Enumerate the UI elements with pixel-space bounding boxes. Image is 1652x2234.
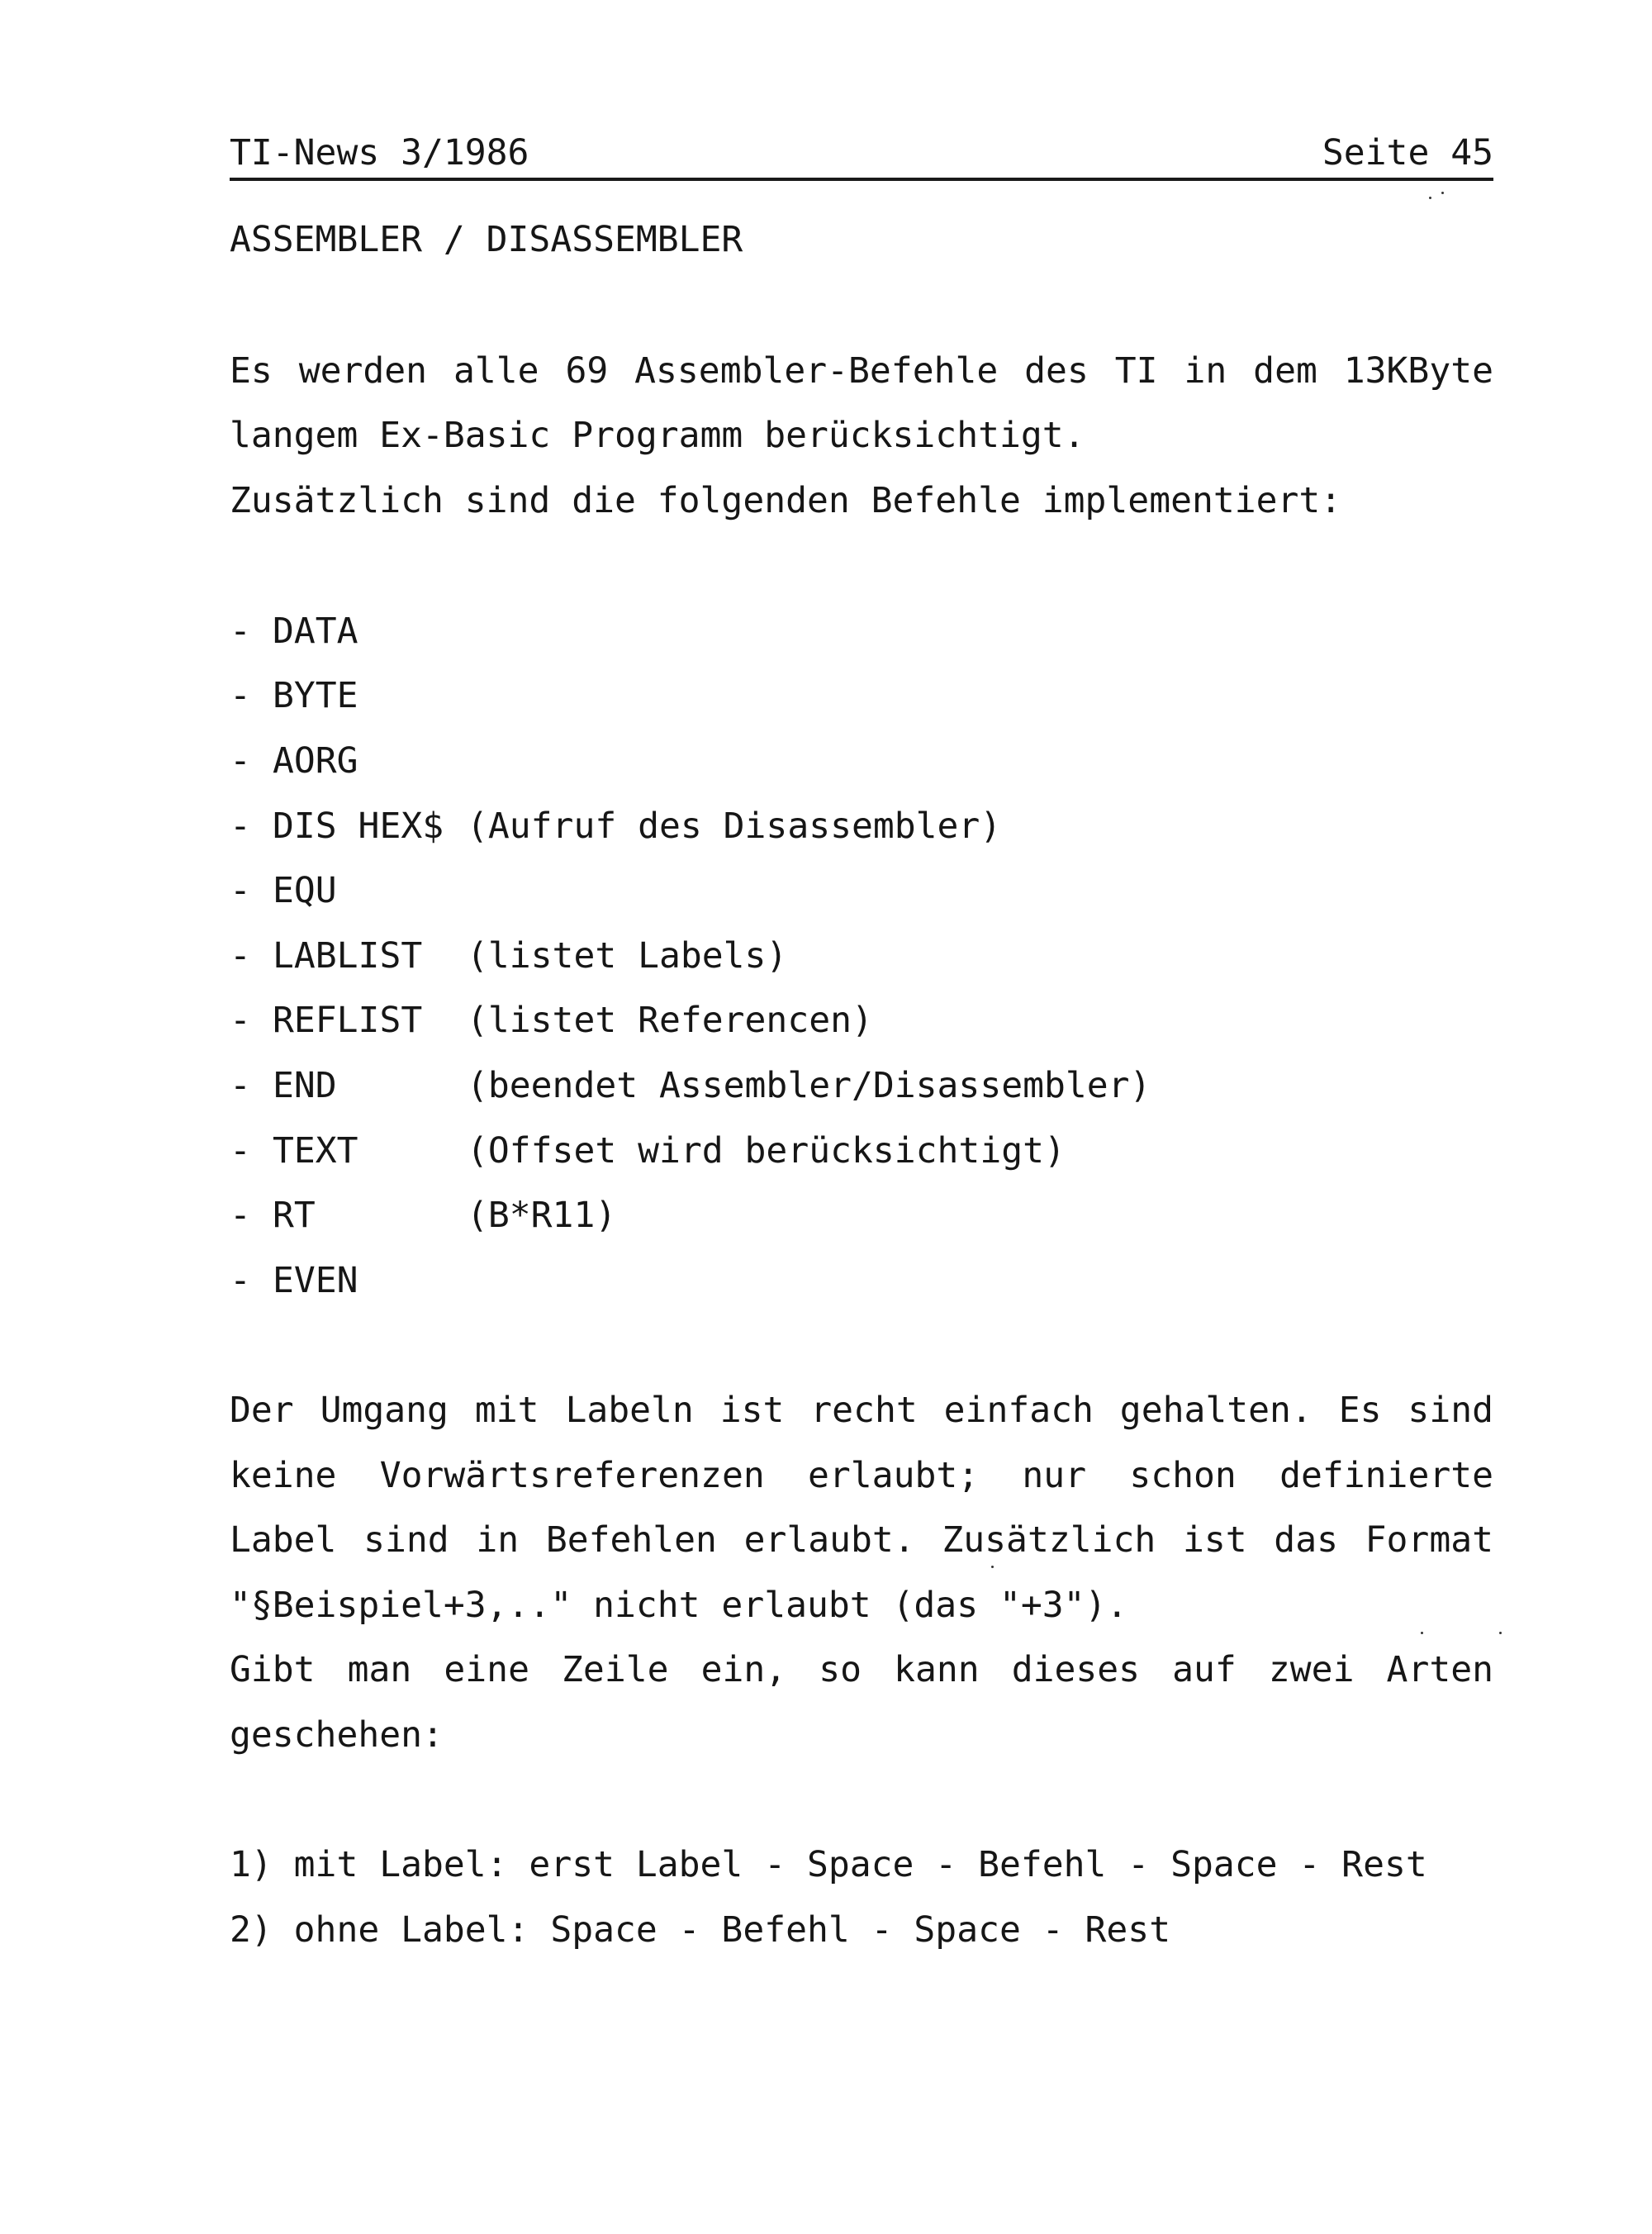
command-description: (B*R11): [467, 1195, 617, 1236]
command-name: END: [273, 1065, 337, 1106]
list-dash: -: [230, 935, 251, 977]
list-dash: -: [230, 611, 251, 652]
command-name: LABLIST: [273, 935, 423, 977]
paragraph-line: Der Umgang mit Labeln ist recht einfach gehalten. Es sind: [230, 1390, 1493, 1431]
list-dash: -: [230, 675, 251, 716]
command-name: DIS HEX$: [273, 806, 444, 847]
command-name: RT: [273, 1195, 316, 1236]
list-dash: -: [230, 1195, 251, 1236]
header-rule: [230, 178, 1493, 181]
page-header: [230, 126, 1493, 180]
format-line: 1) mit Label: erst Label - Space - Befehl - Space - Rest: [230, 1844, 1427, 1885]
command-name: DATA: [273, 611, 358, 652]
list-dash: -: [230, 1260, 251, 1301]
command-name: TEXT: [273, 1130, 358, 1172]
paragraph-line: keine Vorwärtsreferenzen erlaubt; nur schon definierte: [230, 1455, 1493, 1496]
command-description: (beendet Assembler/Disassembler): [467, 1065, 1151, 1106]
scan-speck: [1429, 197, 1431, 199]
command-name: EQU: [273, 870, 337, 911]
scan-speck: [1421, 1632, 1423, 1634]
paragraph-line: Gibt man eine Zeile ein, so kann dieses auf zwei Arten: [230, 1649, 1493, 1690]
intro-line: langem Ex-Basic Programm berücksichtigt.: [230, 415, 1085, 456]
command-description: (Aufruf des Disassembler): [467, 806, 1002, 847]
scan-speck: [991, 1566, 994, 1568]
paragraph-line: "§Beispiel+3,.." nicht erlaubt (das "+3").: [230, 1585, 1128, 1626]
section-title: ASSEMBLER / DISASSEMBLER: [230, 219, 743, 260]
header-publication: TI-News 3/1986: [230, 132, 529, 173]
list-dash: -: [230, 1130, 251, 1172]
paragraph-line: geschehen:: [230, 1714, 444, 1756]
list-dash: -: [230, 806, 251, 847]
command-name: EVEN: [273, 1260, 358, 1301]
intro-line: Zusätzlich sind die folgenden Befehle implementiert:: [230, 480, 1342, 521]
header-page-number: Seite 45: [1322, 132, 1493, 173]
command-description: (listet Labels): [467, 935, 788, 977]
scan-speck: [1441, 192, 1444, 194]
command-name: BYTE: [273, 675, 358, 716]
command-description: (listet Referencen): [467, 1000, 873, 1041]
intro-line: Es werden alle 69 Assembler-Befehle des TI in dem 13KByte: [230, 350, 1493, 392]
list-dash: -: [230, 1065, 251, 1106]
format-line: 2) ohne Label: Space - Befehl - Space - Rest: [230, 1909, 1171, 1951]
scan-speck: [1499, 1632, 1502, 1634]
command-description: (Offset wird berücksichtigt): [467, 1130, 1066, 1172]
command-name: AORG: [273, 740, 358, 782]
list-dash: -: [230, 870, 251, 911]
command-name: REFLIST: [273, 1000, 423, 1041]
list-dash: -: [230, 1000, 251, 1041]
paragraph-line: Label sind in Befehlen erlaubt. Zusätzlich ist das Format: [230, 1519, 1493, 1561]
list-dash: -: [230, 740, 251, 782]
